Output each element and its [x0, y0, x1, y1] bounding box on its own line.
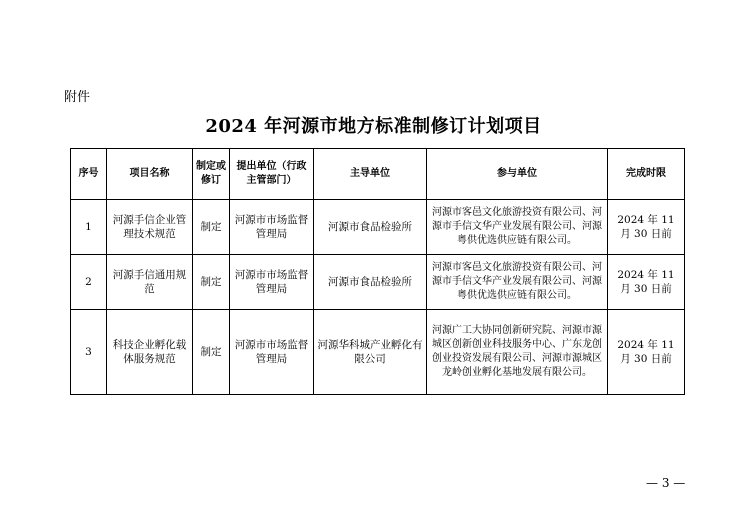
- table-row: [71, 255, 685, 310]
- cell-type: 制定: [193, 255, 230, 310]
- cell-no: 1: [71, 200, 107, 255]
- cell-proposer: 河源市市场监督管理局: [230, 310, 314, 395]
- cell-proposer: 河源市市场监督管理局: [230, 255, 314, 310]
- attachment-label: 附件: [64, 90, 91, 105]
- header-type: 制定或修订: [193, 149, 230, 200]
- cell-deadline: 2024 年 11 月 30 日前: [608, 310, 685, 395]
- cell-name: 河源手信企业管理技术规范: [107, 200, 193, 255]
- page-number: — 3 —: [646, 476, 686, 490]
- cell-name: 河源手信通用规范: [107, 255, 193, 310]
- cell-participants: 河源市客邑文化旅游投资有限公司、河源市手信文华产业发展有限公司、河源粤供优选供应链有限公司。: [427, 200, 608, 255]
- header-lead: 主导单位: [314, 149, 427, 200]
- cell-lead: 河源市食品检验所: [314, 255, 427, 310]
- cell-deadline: 2024 年 11 月 30 日前: [608, 200, 685, 255]
- header-name: 项目名称: [107, 149, 193, 200]
- table-row: [71, 310, 685, 395]
- cell-proposer: 河源市市场监督管理局: [230, 200, 314, 255]
- header-no: 序号: [71, 149, 107, 200]
- cell-participants: 河源广工大协同创新研究院、河源市源城区创新创业科技服务中心、广东龙创创业投资发展有限公司、河源市源城区龙岭创业孵化基地发展有限公司。: [427, 310, 608, 395]
- header-participants: 参与单位: [427, 149, 608, 200]
- cell-name: 科技企业孵化载体服务规范: [107, 310, 193, 395]
- cell-lead: 河源市食品检验所: [314, 200, 427, 255]
- cell-lead: 河源华科城产业孵化有限公司: [314, 310, 427, 395]
- cell-type: 制定: [193, 310, 230, 395]
- cell-participants: 河源市客邑文化旅游投资有限公司、河源市手信文华产业发展有限公司、河源粤供优选供应链有限公司。: [427, 255, 608, 310]
- cell-no: 3: [71, 310, 107, 395]
- header-deadline: 完成时限: [608, 149, 685, 200]
- cell-deadline: 2024 年 11 月 30 日前: [608, 255, 685, 310]
- cell-no: 2: [71, 255, 107, 310]
- cell-type: 制定: [193, 200, 230, 255]
- header-proposer: 提出单位（行政主管部门）: [230, 149, 314, 200]
- table-header-row: [71, 149, 685, 200]
- table-row: [71, 200, 685, 255]
- plan-table: [70, 148, 685, 395]
- document-title: 2024 年河源市地方标准制修订计划项目: [205, 116, 542, 137]
